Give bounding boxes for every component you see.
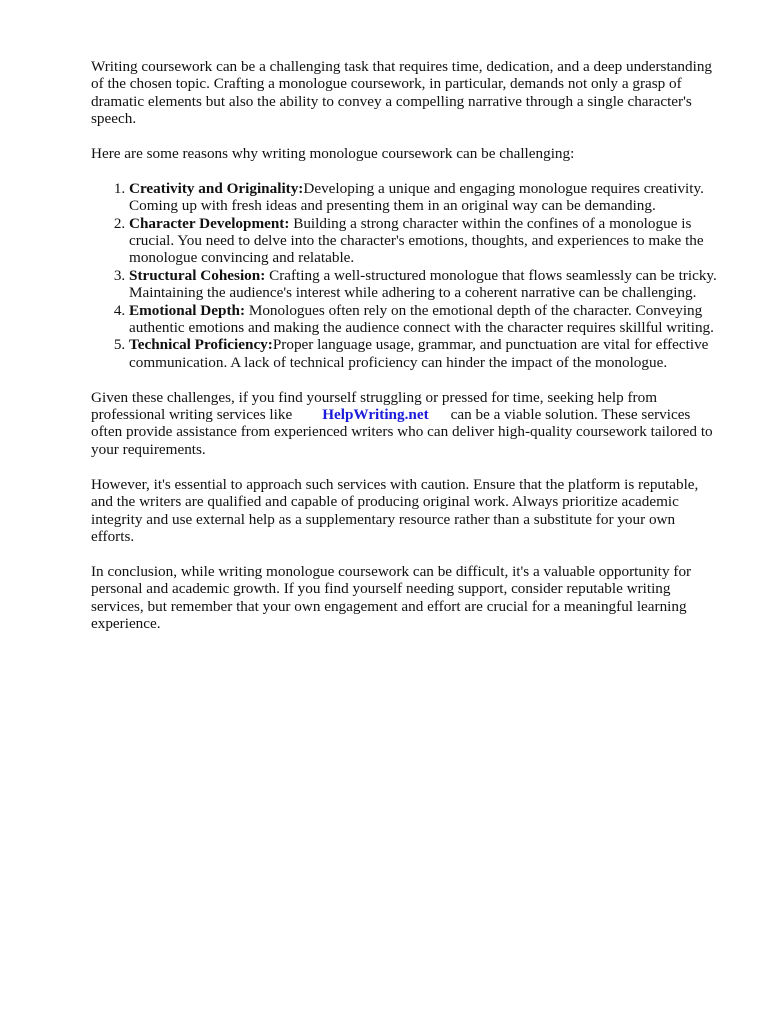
help-paragraph (91, 389, 719, 459)
document-page (91, 58, 719, 650)
reasons-list (91, 180, 719, 371)
help-text-before: Given these challenges, if you find yourself struggling or pressed for time, seeking help from professional writing services like (91, 388, 658, 424)
reasons-intro-paragraph: Here are some reasons why writing monologue coursework can be challenging: (91, 145, 575, 163)
helpwriting-link[interactable]: HelpWriting.net (322, 406, 429, 424)
reason-term: Structural Cohesion: (129, 266, 266, 284)
reason-term: Technical Proficiency: (129, 336, 273, 354)
help-text-after: can be a viable solution. These services often provide assistance from experienced writers who can deliver high-quality coursework tailored to your requirements. (91, 406, 713, 458)
reason-text: Developing a unique and engaging monologue requires creativity. Coming up with fresh ideas and presenting them in an original way can be demanding. (129, 179, 704, 215)
list-item (129, 267, 719, 302)
intro-paragraph: Writing coursework can be a challenging task that requires time, dedication, and a deep understanding of the chosen topic. Crafting a monologue coursework, in particular, demands not only a grasp of dramatic elements but also the ability to convey a compelling narrative through a single character's speech. (91, 58, 713, 128)
reason-term: Creativity and Originality: (129, 179, 304, 197)
reason-text: Building a strong character within the confines of a monologue is crucial. You need to delve into the character's emotions, thoughts, and experiences to make the monologue convincing and relatable. (129, 214, 704, 267)
list-item (129, 180, 719, 215)
list-item (129, 336, 719, 371)
reason-text: Crafting a well-structured monologue that flows seamlessly can be tricky. Maintaining the audience's interest while adhering to a coherent narrative can be challenging. (129, 266, 717, 302)
reason-term: Character Development: (129, 214, 290, 232)
caution-paragraph: However, it's essential to approach such services with caution. Ensure that the platform is reputable, and the writers are qualified and capable of producing original work. Always prioritize academic integrity and use external help as a supplementary resource rather than a substitute for your own efforts. (91, 475, 699, 545)
reason-term: Emotional Depth: (129, 301, 246, 319)
list-item (129, 215, 719, 267)
conclusion-paragraph: In conclusion, while writing monologue coursework can be difficult, it's a valuable opportunity for personal and academic growth. If you find yourself needing support, consider reputable writing services, but remember that your own engagement and effort are crucial for a meaningful learning experience. (91, 562, 692, 632)
reason-text: Proper language usage, grammar, and punctuation are vital for effective communication. A lack of technical proficiency can hinder the impact of the monologue. (129, 336, 709, 371)
reason-text: Monologues often rely on the emotional depth of the character. Conveying authentic emotions and making the audience connect with the character requires skillful writing. (129, 301, 714, 337)
list-item (129, 302, 719, 337)
